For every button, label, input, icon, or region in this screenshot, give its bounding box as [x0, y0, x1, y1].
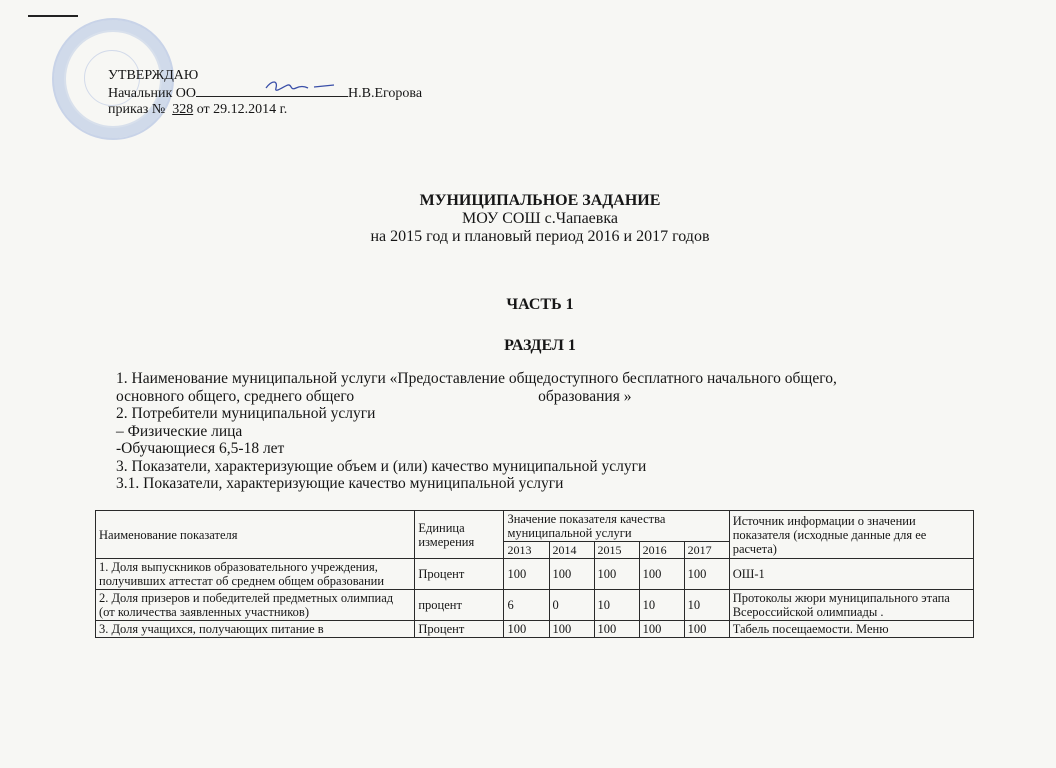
body-line: образования »: [538, 387, 632, 405]
signature-line: [196, 84, 348, 97]
indicator-unit: Процент: [415, 621, 504, 638]
planning-period: на 2015 год и плановый период 2016 и 2017 годов: [370, 228, 710, 245]
body-line: 3. Показатели, характеризующие объем и (или) качество муниципальной услуги: [116, 457, 647, 475]
approval-block: [108, 68, 422, 118]
indicator-source: Табель посещаемости. Меню: [729, 621, 973, 638]
approve-word: УТВЕРЖДАЮ: [108, 68, 199, 83]
order-date: от 29.12.2014 г.: [196, 102, 288, 117]
indicator-value: 6: [504, 590, 549, 621]
indicator-value: 100: [594, 621, 639, 638]
indicator-value: 10: [639, 590, 684, 621]
handwritten-signature: [264, 76, 336, 96]
indicator-value: 0: [549, 590, 594, 621]
indicator-unit: процент: [415, 590, 504, 621]
section-body: [116, 370, 956, 493]
header-indicator-name: Наименование показателя: [96, 511, 415, 559]
indicator-source: ОШ-1: [729, 559, 973, 590]
indicator-value: 10: [594, 590, 639, 621]
header-unit: Единица измерения: [415, 511, 504, 559]
approver-name: Н.В.Егорова: [348, 86, 423, 101]
indicator-value: 100: [594, 559, 639, 590]
table-row: [96, 590, 974, 621]
order-number: 328: [172, 102, 194, 117]
document-title: МУНИЦИПАЛЬНОЕ ЗАДАНИЕ: [419, 192, 661, 209]
corner-mark: [28, 15, 78, 17]
body-line: 1. Наименование муниципальной услуги «Предоставление общедоступного бесплатного начального общего,: [116, 370, 837, 387]
indicator-value: 100: [504, 621, 549, 638]
header-year: 2013: [504, 542, 549, 559]
part-heading: ЧАСТЬ 1: [506, 296, 574, 313]
table-header-row: [96, 511, 974, 542]
order-prefix: приказ №: [108, 102, 166, 117]
header-year: 2015: [594, 542, 639, 559]
header-value-group: Значение показателя качества муниципальной услуги: [504, 511, 729, 542]
quality-indicators-table: [95, 510, 974, 638]
approver-position: Начальник ОО: [108, 86, 197, 101]
indicator-name: 3. Доля учащихся, получающих питание в: [96, 621, 415, 638]
organization-name: МОУ СОШ с.Чапаевка: [462, 210, 618, 227]
indicator-name: 1. Доля выпускников образовательного учреждения, получивших аттестат об среднем общем образовании: [96, 559, 415, 590]
table-row: [96, 621, 974, 638]
body-line: 3.1. Показатели, характеризующие качество муниципальной услуги: [116, 475, 564, 492]
document-title-block: [300, 192, 780, 246]
body-line: основного общего, среднего общего: [116, 387, 355, 405]
indicator-value: 10: [684, 590, 729, 621]
indicator-source: Протоколы жюри муниципального этапа Всероссийской олимпиады .: [729, 590, 973, 621]
indicator-value: 100: [639, 621, 684, 638]
header-year: 2016: [639, 542, 684, 559]
body-line-split: [116, 388, 956, 406]
header-year: 2014: [549, 542, 594, 559]
approver-line: [108, 84, 422, 102]
indicator-value: 100: [639, 559, 684, 590]
indicator-name: 2. Доля призеров и победителей предметных олимпиад (от количества заявленных участников): [96, 590, 415, 621]
table-row: [96, 559, 974, 590]
indicator-value: 100: [549, 559, 594, 590]
body-line: 2. Потребители муниципальной услуги: [116, 405, 376, 422]
body-line: -Обучающиеся 6,5-18 лет: [116, 440, 285, 457]
indicator-value: 100: [549, 621, 594, 638]
indicator-value: 100: [684, 559, 729, 590]
indicator-unit: Процент: [415, 559, 504, 590]
header-year: 2017: [684, 542, 729, 559]
header-source: Источник информации о значении показателя (исходные данные для ее расчета): [729, 511, 973, 559]
indicator-value: 100: [504, 559, 549, 590]
section-heading: РАЗДЕЛ 1: [504, 337, 576, 354]
indicator-value: 100: [684, 621, 729, 638]
body-line: – Физические лица: [116, 422, 243, 440]
order-line: [108, 102, 422, 118]
